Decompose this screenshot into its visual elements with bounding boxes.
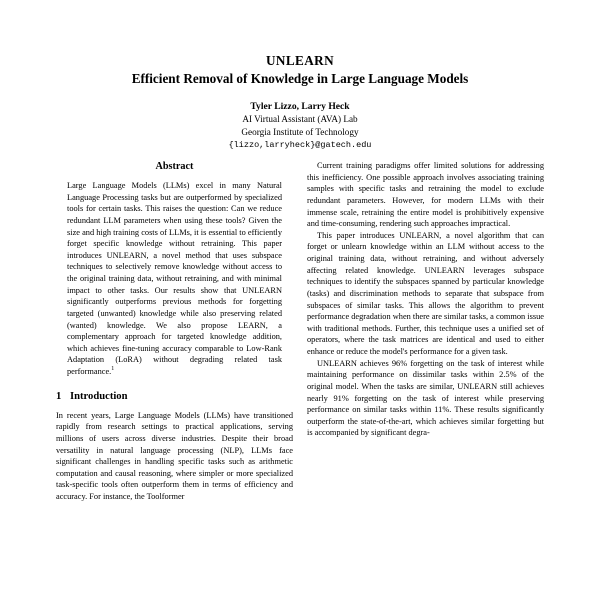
introduction-paragraph-1: In recent years, Large Language Models (LLMs) have transitioned rapidly from research settings to practical applications, serving millions of users across diverse industries. Despite their broad versatility in natural language processing (NLP), LLMs face significant challenges in handling specific tasks such as arithmetic computation and causal reasoning, where simpler or more specialized task-specific tools often outperform them in terms of efficiency and accuracy. For instance, the Toolformer — [56, 410, 293, 501]
two-column-body — [0, 160, 600, 503]
right-paragraph-1: Current training paradigms offer limited solutions for addressing this inefficiency. One possible approach involves associating training samples with specific tasks and retraining the model to exclude redundant parameters. However, for modern LLMs with their immense scale, retraining the entire model is prohibitively expensive and time-consuming, rendering such approaches impractical. — [307, 161, 544, 229]
paper-title-subtitle: Efficient Removal of Knowledge in Large Language Models — [131, 71, 469, 86]
title-block — [0, 0, 600, 152]
author-list: Tyler Lizzo, Larry Heck — [250, 101, 350, 112]
abstract-footnote-marker: 1 — [111, 366, 115, 373]
right-paragraph-2: This paper introduces UNLEARN, a novel algorithm that can forget or unlearn knowledge within an LLM without access to the original training data, without retraining, and without adversely affecting related knowledge. UNLEARN leverages subspace techniques to identify the subspaces spanned by particular knowledge (tasks) and discrimination methods to separate that subspace from subspaces of similar tasks. This allows the algorithm to prevent performance degradation when there are similar tasks, a common issue with traditional methods. Further, this technique uses a unified set of operators, where the task matrices are identical and used to either enhance or reduce the model's performance for a given task. — [307, 230, 544, 356]
affiliation-institution: Georgia Institute of Technology — [241, 126, 359, 137]
abstract-text — [67, 180, 282, 378]
section-title: Introduction — [70, 390, 128, 402]
abstract-heading: Abstract — [155, 161, 194, 172]
section-heading-introduction — [56, 390, 293, 404]
abstract-section — [56, 160, 293, 378]
author-email: {lizzo,larryheck}@gatech.edu — [228, 140, 372, 151]
paper-title-main: UNLEARN — [265, 53, 334, 68]
affiliation-lab: AI Virtual Assistant (AVA) Lab — [242, 114, 358, 124]
abstract-body: Large Language Models (LLMs) excel in many Natural Language Processing tasks but are outperformed by specialized tools for certain tasks. This raises the question: Can we reduce redundant LLM parameters when using these tools? Given the size and high training costs of LLMs, it is essential to efficiently forget specific knowledge without retraining. This paper introduces UNLEARN, a novel method that uses subspace techniques to selectively remove knowledge without access to the original training data, without retraining, and with minimal impact to other tasks. Our results show that UNLEARN significantly outperforms previous methods for forgetting targeted (unwanted) knowledge while also preserving related (wanted) knowledge. We also propose LEARN, a complementary approach for targeted knowledge addition, which achieves fine-tuning accuracy comparable to Low-Rank Adaptation (LoRA) without degrading related task performance. — [67, 181, 282, 376]
right-paragraph-3: UNLEARN achieves 96% forgetting on the task of interest while maintaining performance on dissimilar tasks within 2.5% of the original model. When the tasks are similar, UNLEARN still achieves nearly 91% forgetting on the task of interest while preserving performance on similar tasks within 11%. These results significantly outperform the state-of-the-art, which achieves similar forgetting but is accompanied by significant degra- — [307, 358, 544, 438]
section-number: 1 — [56, 390, 62, 402]
left-column — [56, 160, 293, 503]
right-column — [307, 160, 544, 503]
